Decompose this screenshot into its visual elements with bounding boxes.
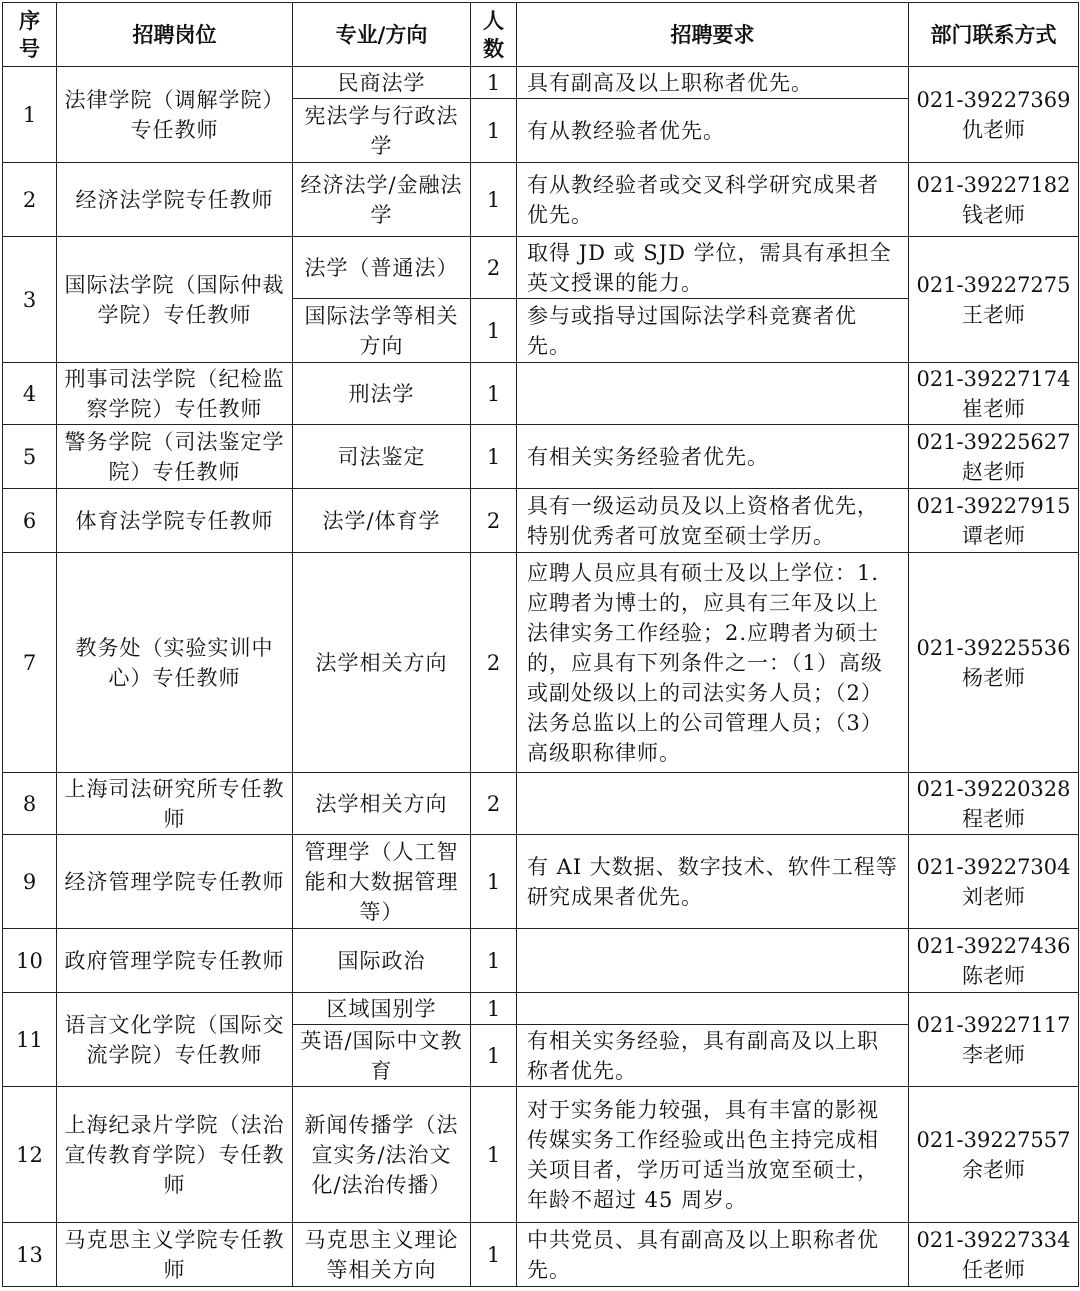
row-count: 1	[471, 1025, 517, 1087]
row-contact	[909, 773, 1079, 835]
row-seq: 6	[3, 489, 57, 553]
row-major: 国际政治	[293, 929, 471, 993]
row-requirement: 有从教经验者优先。	[517, 99, 909, 163]
row-position: 上海司法研究所专任教师	[57, 773, 293, 835]
row-requirement: 具有副高及以上职称者优先。	[517, 67, 909, 99]
row-count: 2	[471, 237, 517, 299]
row-contact	[909, 1223, 1079, 1287]
row-count: 1	[471, 835, 517, 929]
row-seq: 2	[3, 163, 57, 237]
contact-phone: 021-39227117	[916, 1012, 1071, 1037]
row-seq: 3	[3, 237, 57, 363]
table-row	[3, 489, 1079, 553]
row-requirement: 取得 JD 或 SJD 学位，需具有承担全英文授课的能力。	[517, 237, 909, 299]
row-position: 国际法学院（国际仲裁学院）专任教师	[57, 237, 293, 363]
table-row	[3, 835, 1079, 929]
header-major: 专业/方向	[293, 3, 471, 67]
row-major: 经济法学/金融法学	[293, 163, 471, 237]
contact-phone: 021-39227557	[916, 1127, 1071, 1152]
contact-phone: 021-39227334	[916, 1227, 1071, 1252]
row-requirement	[517, 363, 909, 425]
contact-person: 余老师	[962, 1157, 1025, 1182]
table-body	[3, 67, 1079, 1287]
row-major: 法学/体育学	[293, 489, 471, 553]
row-requirement: 中共党员、具有副高及以上职称者优先。	[517, 1223, 909, 1287]
row-major: 刑法学	[293, 363, 471, 425]
row-major: 司法鉴定	[293, 425, 471, 489]
contact-person: 任老师	[962, 1257, 1025, 1282]
row-major: 法学相关方向	[293, 553, 471, 773]
row-count: 1	[471, 929, 517, 993]
table-row	[3, 363, 1079, 425]
row-position: 语言文化学院（国际交流学院）专任教师	[57, 993, 293, 1087]
contact-person: 谭老师	[962, 523, 1025, 548]
row-major: 国际法学等相关方向	[293, 299, 471, 363]
row-position: 经济管理学院专任教师	[57, 835, 293, 929]
table-row	[3, 929, 1079, 993]
row-seq: 8	[3, 773, 57, 835]
row-count: 1	[471, 299, 517, 363]
row-contact	[909, 929, 1079, 993]
row-requirement: 应聘人员应具有硕士及以上学位：1.应聘者为博士的，应具有三年及以上法律实务工作经验；2.应聘者为硕士的，应具有下列条件之一：（1）高级或副处级以上的司法实务人员；（2）法务总监以上的公司管理人员；（3）高级职称律师。	[517, 553, 909, 773]
row-seq: 7	[3, 553, 57, 773]
row-seq: 11	[3, 993, 57, 1087]
row-contact	[909, 1087, 1079, 1223]
row-major: 法学相关方向	[293, 773, 471, 835]
row-requirement: 有相关实务经验者优先。	[517, 425, 909, 489]
row-major: 宪法学与行政法学	[293, 99, 471, 163]
row-count: 1	[471, 67, 517, 99]
row-requirement: 参与或指导过国际法学科竞赛者优先。	[517, 299, 909, 363]
table-row	[3, 993, 1079, 1025]
row-contact	[909, 489, 1079, 553]
contact-person: 李老师	[962, 1042, 1025, 1067]
contact-person: 刘老师	[962, 884, 1025, 909]
header-row	[3, 3, 1079, 67]
contact-person: 赵老师	[962, 459, 1025, 484]
row-seq: 13	[3, 1223, 57, 1287]
row-seq: 10	[3, 929, 57, 993]
row-count: 1	[471, 99, 517, 163]
row-major: 管理学（人工智能和大数据管理等）	[293, 835, 471, 929]
row-position: 教务处（实验实训中心）专任教师	[57, 553, 293, 773]
table-row	[3, 163, 1079, 237]
row-count: 2	[471, 773, 517, 835]
row-contact	[909, 835, 1079, 929]
row-contact	[909, 425, 1079, 489]
row-seq: 9	[3, 835, 57, 929]
row-requirement: 对于实务能力较强，具有丰富的影视传媒实务工作经验或出色主持完成相关项目者，学历可适当放宽至硕士，年龄不超过 45 周岁。	[517, 1087, 909, 1223]
contact-phone: 021-39227174	[916, 366, 1071, 391]
contact-phone: 021-39220328	[916, 776, 1071, 801]
row-count: 2	[471, 489, 517, 553]
row-seq: 5	[3, 425, 57, 489]
contact-phone: 021-39227436	[916, 933, 1071, 958]
row-count: 1	[471, 363, 517, 425]
contact-phone: 021-39225536	[916, 635, 1071, 660]
row-requirement: 有 AI 大数据、数字技术、软件工程等研究成果者优先。	[517, 835, 909, 929]
row-count: 2	[471, 553, 517, 773]
row-count: 1	[471, 993, 517, 1025]
table-row	[3, 425, 1079, 489]
contact-phone: 021-39227304	[916, 854, 1071, 879]
table-row	[3, 1087, 1079, 1223]
contact-phone: 021-39227915	[916, 493, 1071, 518]
contact-phone: 021-39227275	[916, 272, 1071, 297]
row-major: 马克思主义理论等相关方向	[293, 1223, 471, 1287]
row-position: 体育法学院专任教师	[57, 489, 293, 553]
row-requirement	[517, 929, 909, 993]
row-seq: 4	[3, 363, 57, 425]
row-requirement: 有从教经验者或交叉科学研究成果者优先。	[517, 163, 909, 237]
row-contact	[909, 163, 1079, 237]
row-contact	[909, 67, 1079, 163]
header-position: 招聘岗位	[57, 3, 293, 67]
header-seq: 序号	[3, 3, 57, 67]
row-contact	[909, 363, 1079, 425]
table-row	[3, 67, 1079, 99]
header-count: 人数	[471, 3, 517, 67]
row-position: 法律学院（调解学院）专任教师	[57, 67, 293, 163]
table-row	[3, 553, 1079, 773]
row-major: 法学（普通法）	[293, 237, 471, 299]
row-position: 警务学院（司法鉴定学院）专任教师	[57, 425, 293, 489]
contact-person: 崔老师	[962, 396, 1025, 421]
row-major: 民商法学	[293, 67, 471, 99]
row-contact	[909, 237, 1079, 363]
contact-person: 王老师	[962, 302, 1025, 327]
header-contact: 部门联系方式	[909, 3, 1079, 67]
header-requirement: 招聘要求	[517, 3, 909, 67]
table-row	[3, 773, 1079, 835]
row-requirement	[517, 773, 909, 835]
row-position: 政府管理学院专任教师	[57, 929, 293, 993]
row-seq: 1	[3, 67, 57, 163]
contact-person: 钱老师	[962, 202, 1025, 227]
row-position: 上海纪录片学院（法治宣传教育学院）专任教师	[57, 1087, 293, 1223]
row-contact	[909, 993, 1079, 1087]
contact-person: 陈老师	[962, 963, 1025, 988]
row-count: 1	[471, 1223, 517, 1287]
row-count: 1	[471, 1087, 517, 1223]
row-major: 区域国别学	[293, 993, 471, 1025]
table-row	[3, 237, 1079, 299]
row-seq: 12	[3, 1087, 57, 1223]
contact-phone: 021-39227182	[916, 172, 1071, 197]
row-major: 新闻传播学（法宣实务/法治文化/法治传播）	[293, 1087, 471, 1223]
contact-person: 程老师	[962, 806, 1025, 831]
table-row	[3, 1223, 1079, 1287]
row-count: 1	[471, 163, 517, 237]
row-count: 1	[471, 425, 517, 489]
row-contact	[909, 553, 1079, 773]
row-major: 英语/国际中文教育	[293, 1025, 471, 1087]
row-position: 刑事司法学院（纪检监察学院）专任教师	[57, 363, 293, 425]
contact-person: 杨老师	[962, 665, 1025, 690]
row-requirement	[517, 993, 909, 1025]
row-requirement: 有相关实务经验，具有副高及以上职称者优先。	[517, 1025, 909, 1087]
recruitment-table	[2, 2, 1079, 1287]
row-position: 经济法学院专任教师	[57, 163, 293, 237]
contact-phone: 021-39227369	[916, 87, 1071, 112]
contact-person: 仇老师	[962, 117, 1025, 142]
row-position: 马克思主义学院专任教师	[57, 1223, 293, 1287]
row-requirement: 具有一级运动员及以上资格者优先，特别优秀者可放宽至硕士学历。	[517, 489, 909, 553]
contact-phone: 021-39225627	[916, 429, 1071, 454]
